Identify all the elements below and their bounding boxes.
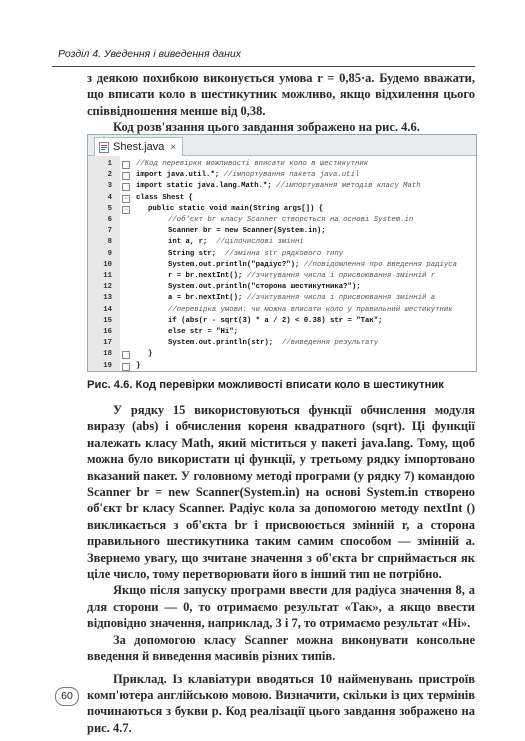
code-statement: Scanner br = new Scanner(System.in); xyxy=(168,227,326,236)
code-statement: r = br.nextInt(); xyxy=(168,272,247,280)
line-number: 13 xyxy=(103,294,112,303)
line-number: 16 xyxy=(103,328,112,336)
code-statement: System.out.println("сторона шестикутника?"); xyxy=(168,283,361,292)
code-text xyxy=(168,338,378,349)
code-text xyxy=(168,215,413,226)
code-statement: import java.util.*; xyxy=(136,171,224,180)
code-statement: if (abs(r - sqrt(3) * a / 2) < 0.38) str = "Так"; xyxy=(168,316,383,325)
code-statement: a = br.nextInt(); xyxy=(168,294,247,303)
code-text xyxy=(168,282,361,293)
intro-text xyxy=(87,70,475,136)
code-comment: //перевірка умови: чи можна вписати коло у правильний шестикутник xyxy=(168,305,453,314)
code-line[interactable] xyxy=(88,282,476,293)
code-text xyxy=(168,293,435,304)
code-statement: System.out.println("радіус?"); xyxy=(168,260,304,269)
code-text xyxy=(168,316,383,327)
line-number: 17 xyxy=(103,339,112,348)
code-line[interactable] xyxy=(88,305,476,316)
line-number: 14 xyxy=(103,305,112,314)
code-comment: //виведення результату xyxy=(281,339,379,348)
line-number: 8 xyxy=(107,238,112,247)
code-statement: } xyxy=(148,350,153,359)
code-text xyxy=(136,170,359,181)
code-line[interactable] xyxy=(88,226,476,237)
fold-marker-icon[interactable] xyxy=(122,183,130,191)
line-number: 18 xyxy=(103,350,112,359)
code-statement: class Shest { xyxy=(136,193,193,202)
java-file-icon xyxy=(99,142,109,153)
code-comment: //імпортування методів класу Math xyxy=(276,182,421,191)
tab-label: Shest.java xyxy=(113,141,165,153)
code-editor xyxy=(87,134,477,372)
fold-marker-icon[interactable] xyxy=(122,172,130,180)
code-line[interactable] xyxy=(88,271,476,282)
code-line[interactable] xyxy=(88,260,476,271)
code-comment: //об'єкт br класу Scanner створється на основі System.in xyxy=(168,216,414,224)
body-text xyxy=(87,402,475,736)
code-text xyxy=(148,349,152,360)
code-line[interactable] xyxy=(88,293,476,304)
code-comment: //повідомлення про введення радіуса xyxy=(303,260,458,269)
line-number: 9 xyxy=(107,249,112,258)
code-comment: //імпортування пакета java.util xyxy=(223,171,360,180)
tab-shest-java[interactable] xyxy=(94,137,183,156)
code-statement: public static void main(String args[]) { xyxy=(148,204,324,213)
code-text xyxy=(148,204,323,215)
figure-caption: Рис. 4.6. Код перевірки можливості вписати коло в шестикутник xyxy=(87,379,444,391)
code-comment: //зчитування числа і присвоювання змінній r xyxy=(246,272,436,280)
page-number: 60 xyxy=(55,687,79,706)
line-number: 10 xyxy=(103,260,112,269)
code-line[interactable] xyxy=(88,170,476,181)
editor-tab-bar xyxy=(88,135,476,156)
code-text xyxy=(136,181,421,192)
code-line[interactable] xyxy=(88,361,476,372)
close-tab-icon[interactable]: × xyxy=(170,141,177,153)
code-line[interactable] xyxy=(88,159,476,170)
code-line[interactable] xyxy=(88,316,476,327)
code-comment: //цілочислові змінні xyxy=(216,238,304,247)
code-line[interactable] xyxy=(88,204,476,215)
code-statement: import static java.lang.Math.*; xyxy=(136,182,277,191)
body-paragraph-4: Приклад. Із клавіатури вводяться 10 найменувань пристроїв комп'ютера англійською мовою. Визначити, скільки із цих термінів починаються з букви p. Код реалізації цього завдання зображено на рис. 4.7. xyxy=(87,671,475,735)
line-number: 11 xyxy=(103,272,112,280)
fold-marker-icon[interactable]: − xyxy=(122,195,130,203)
code-text xyxy=(168,260,457,271)
code-statement: else str = "Ні"; xyxy=(168,328,239,336)
code-line[interactable] xyxy=(88,349,476,360)
code-text xyxy=(136,193,193,204)
code-statement: } xyxy=(136,361,141,370)
code-text xyxy=(136,159,368,170)
line-number: 5 xyxy=(107,204,112,213)
code-text xyxy=(168,305,453,316)
code-text xyxy=(168,327,238,338)
fold-marker-icon[interactable] xyxy=(122,363,130,371)
body-paragraph-2: Якщо після запуску програми ввести для радіуса значення 8, а для сторони — 0, то отримаємо результат «Так», а якщо ввести відповідно значення, наприклад, 3 і 7, то отримаємо результат «Ні». xyxy=(87,583,475,631)
fold-marker-icon[interactable] xyxy=(122,351,130,359)
line-number: 19 xyxy=(103,361,112,370)
code-text xyxy=(168,237,304,248)
intro-paragraph-2: Код розв'язання цього завдання зображено на рис. 4.6. xyxy=(113,120,420,135)
intro-paragraph-1: з деякою похибкою виконується умова r = 0,85·a. Будемо вважати, що вписати коло в шестикутник можливо, якщо відхилення цього співвідношення менше від 0,38. xyxy=(87,71,475,118)
fold-marker-icon[interactable] xyxy=(122,161,130,169)
code-line[interactable] xyxy=(88,237,476,248)
line-number: 15 xyxy=(103,316,112,325)
code-line[interactable] xyxy=(88,327,476,338)
line-number: 7 xyxy=(107,227,112,236)
code-line[interactable] xyxy=(88,193,476,204)
code-text xyxy=(168,226,326,237)
code-line[interactable] xyxy=(88,215,476,226)
code-text xyxy=(168,271,435,282)
code-text xyxy=(136,361,140,372)
code-line[interactable] xyxy=(88,249,476,260)
running-header: Розділ 4. Уведення і виведення даних xyxy=(58,48,241,60)
body-paragraph-1: У рядку 15 використовуються функції обчислення модуля виразу (abs) і обчислення кореня квадратного (sqrt). Ці функції належать класу Math, який міститься у пакеті java.lang. Тому, щоб можна було використати ці функції, у третьому рядку імпортовано вказаний пакет. У головному методі програми (у рядку 7) командою Scanner br = new Scanner(System.in) на основі System.in створено об'єкт br класу Scanner. Радіус кола за допомогою методу nextInt () викликається з об'єкта br і присвоюється змінній r, а сторона правильного шестикутника таким самим способом — змінній a. Звернемо увагу, що зчитане значення з об'єкта br сприймається як ціле число, тому перетворювати його в інший тип не потрібно. xyxy=(87,403,475,582)
code-statement: System.out.println(str); xyxy=(168,339,282,348)
code-text xyxy=(168,249,343,260)
code-line[interactable] xyxy=(88,338,476,349)
code-line[interactable] xyxy=(88,181,476,192)
code-comment: //зчитування числа і присвоювання змінній a xyxy=(246,294,436,303)
body-paragraph-3: За допомогою класу Scanner можна виконувати консольне введення й виведення масивів різних типів. xyxy=(87,632,475,664)
line-number: 4 xyxy=(107,193,112,202)
line-number: 6 xyxy=(107,216,112,224)
code-comment: //змінна str рядкового типу xyxy=(224,249,344,258)
code-statement: String str; xyxy=(168,249,225,258)
fold-marker-icon[interactable]: − xyxy=(122,206,130,214)
line-number: 2 xyxy=(107,171,112,180)
code-area[interactable] xyxy=(88,156,476,371)
code-comment: //Код перевірки можливості вписати коло в шестикутник xyxy=(136,160,369,168)
line-number: 12 xyxy=(103,283,112,292)
line-number: 1 xyxy=(107,160,112,168)
header-rule xyxy=(52,66,475,67)
code-statement: int a, r; xyxy=(168,238,217,247)
line-number: 3 xyxy=(107,182,112,191)
